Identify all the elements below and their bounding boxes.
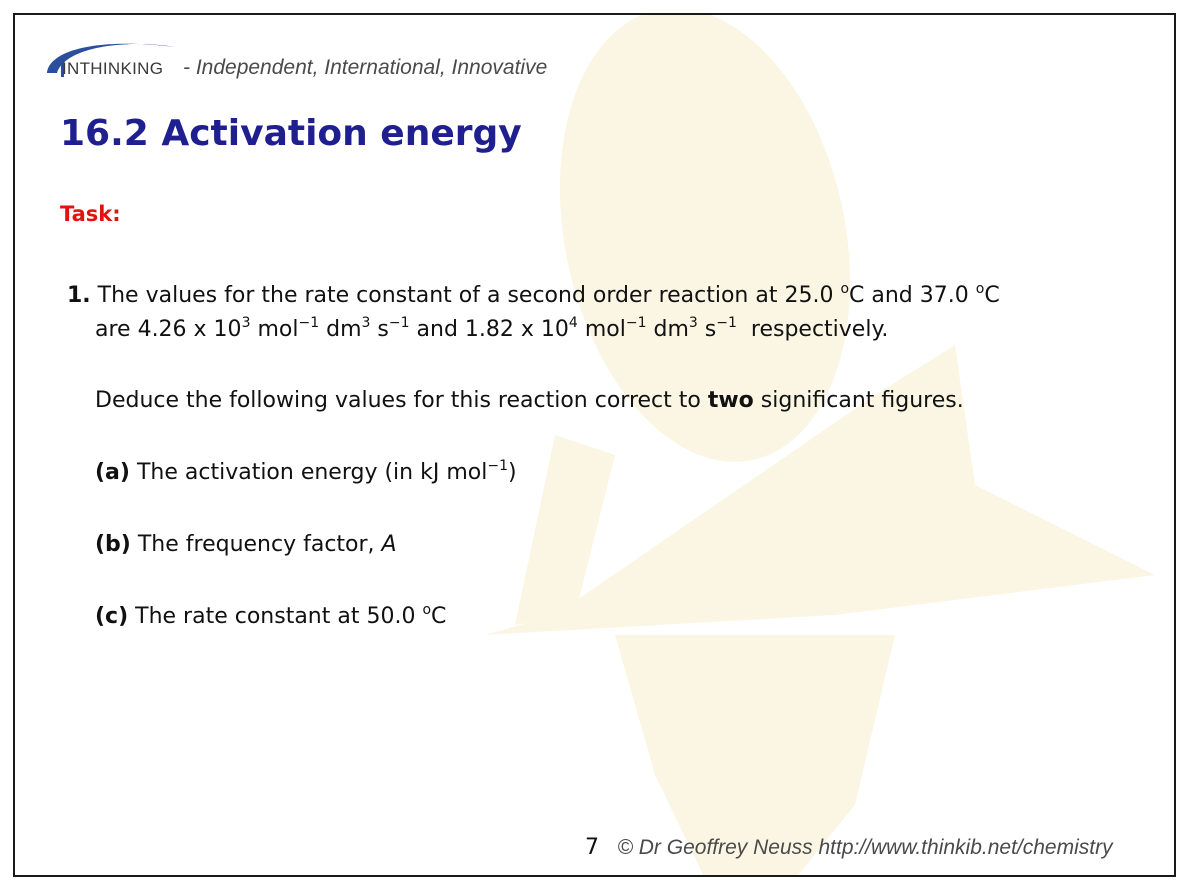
footer: [585, 835, 1113, 860]
header: [35, 29, 735, 85]
question-block: [67, 279, 1147, 634]
part-c: (c) The rate constant at 50.0 $^o$C: [95, 602, 447, 629]
tagline: - Independent, International, Innovative: [183, 56, 548, 79]
part-a: (a) The activation energy (in kJ mol$^{-1}$): [95, 458, 517, 485]
question-line-1: 1. The values for the rate constant of a second order reaction at 25.0 $^o$C and 37.0 $^o$C: [67, 281, 1000, 308]
question-line-2: are 4.26 x $10^3$ mol$^{-1}$ $dm^3$ $s^{-1}$ and 1.82 x $10^4$ mol$^{-1}$ $dm^3$ $s^{-1}$ respectively.: [95, 315, 889, 342]
logo-text: INTHINKING: [62, 59, 164, 78]
copyright-link[interactable]: © Dr Geoffrey Neuss http://www.thinkib.net/chemistry: [617, 836, 1113, 859]
deduce-instruction: Deduce the following values for this reaction correct to two significant figures.: [95, 388, 964, 413]
page-title: 16.2 Activation energy: [60, 113, 522, 154]
question-number: 1.: [67, 283, 91, 308]
task-label: Task:: [60, 202, 121, 226]
part-b: (b) The frequency factor, A: [95, 532, 397, 557]
slide: [13, 13, 1176, 877]
page-number: 7: [585, 835, 599, 860]
